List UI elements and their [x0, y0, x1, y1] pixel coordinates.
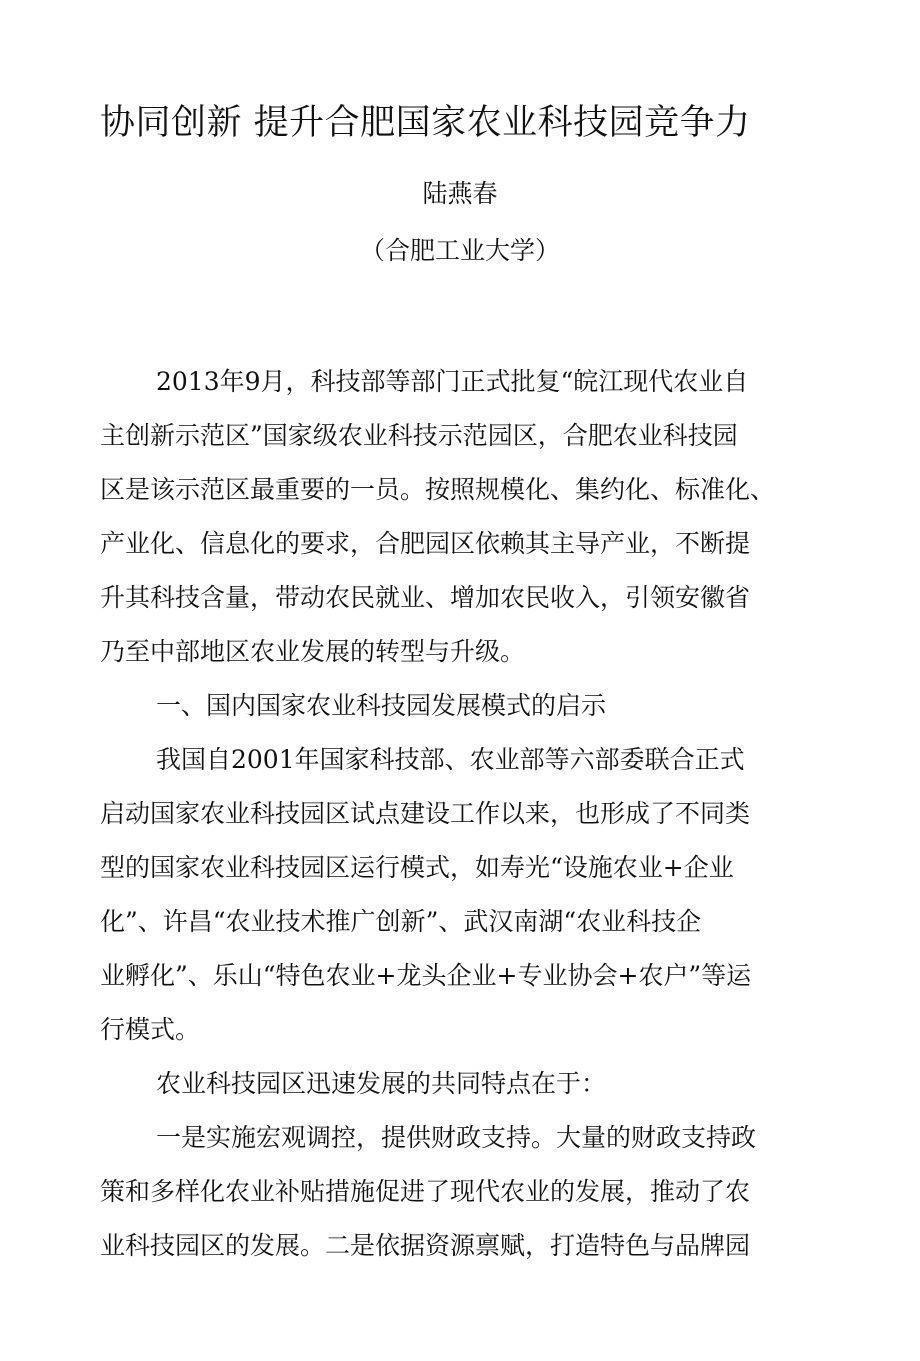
document-body — [100, 360, 780, 1278]
paragraph-line: 2013年9月，科技部等部门正式批复“皖江现代农业自 — [156, 367, 749, 396]
paragraph-line: 产业化、信息化的要求，合肥园区依赖其主导产业，不断提 — [100, 529, 751, 558]
paragraph-line: 化”、许昌“农业技术推广创新”、武汉南湖“农业科技企 — [100, 907, 702, 936]
section-heading: 一、国内国家农业科技园发展模式的启示 — [156, 691, 607, 720]
paragraph-line: 主创新示范区”国家级农业科技示范园区，合肥农业科技园 — [100, 421, 738, 450]
paragraph-line: 业孵化”、乐山“特色农业+龙头企业+专业协会+农户”等运 — [100, 961, 752, 990]
document-title: 协同创新 提升合肥国家农业科技园竞争力 — [100, 103, 751, 143]
author-name: 陆燕春 — [422, 179, 498, 208]
paragraph-line: 农业科技园区迅速发展的共同特点在于： — [156, 1069, 607, 1098]
paragraph-line: 行模式。 — [100, 1015, 201, 1044]
author-affiliation: （合肥工业大学） — [359, 236, 560, 265]
paragraph-line: 型的国家农业科技园区运行模式，如寿光“设施农业+企业 — [100, 853, 734, 882]
paragraph-line: 启动国家农业科技园区试点建设工作以来，也形成了不同类 — [100, 799, 751, 828]
paragraph-line: 乃至中部地区农业发展的转型与升级。 — [100, 637, 526, 666]
paragraph-line: 业科技园区的发展。二是依据资源禀赋，打造特色与品牌园 — [100, 1231, 751, 1260]
paragraph-line: 区是该示范区最重要的一员。按照规模化、集约化、标准化、 — [100, 475, 776, 504]
paragraph-line: 一是实施宏观调控，提供财政支持。大量的财政支持政 — [156, 1123, 757, 1152]
paragraph-line: 升其科技含量，带动农民就业、增加农民收入，引领安徽省 — [100, 583, 751, 612]
paragraph-line: 策和多样化农业补贴措施促进了现代农业的发展，推动了农 — [100, 1177, 751, 1206]
paragraph-line: 我国自2001年国家科技部、农业部等六部委联合正式 — [156, 745, 745, 774]
